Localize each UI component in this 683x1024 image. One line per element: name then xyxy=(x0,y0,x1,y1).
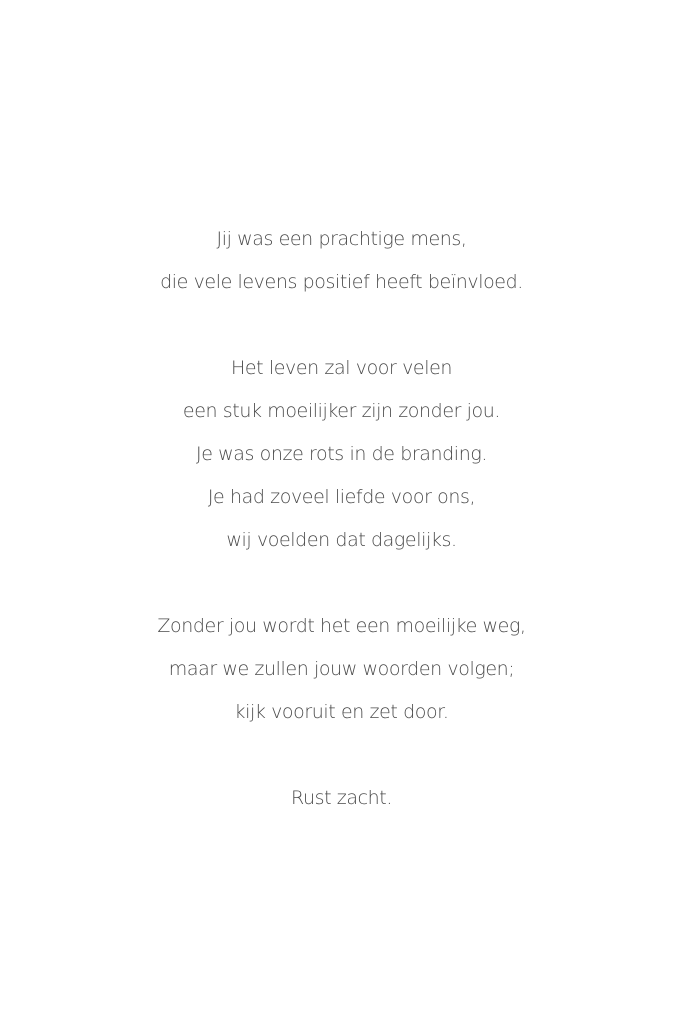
poem-line: Jij was een prachtige mens, xyxy=(216,228,467,250)
poem-line: Zonder jou wordt het een moeilijke weg, xyxy=(157,615,526,637)
poem-stanza-3 xyxy=(0,609,683,738)
poem-line: Je was onze rots in de branding. xyxy=(196,443,487,465)
poem-stanza-closing xyxy=(0,781,683,824)
poem-line: Het leven zal voor velen xyxy=(230,357,453,379)
poem-line: kijk vooruit en zet door. xyxy=(234,701,449,723)
closing-line: Rust zacht. xyxy=(291,787,392,809)
poem-line: een stuk moeilijker zijn zonder jou. xyxy=(182,400,501,422)
poem-stanza-1 xyxy=(0,222,683,308)
poem-line: Je had zoveel liefde voor ons, xyxy=(207,486,476,508)
poem-line: wij voelden dat dagelijks. xyxy=(226,529,457,551)
poem-stanza-2 xyxy=(0,351,683,566)
memorial-poem xyxy=(0,222,683,867)
poem-line: maar we zullen jouw woorden volgen; xyxy=(168,658,515,680)
poem-line: die vele levens positief heeft beïnvloed. xyxy=(160,271,523,293)
